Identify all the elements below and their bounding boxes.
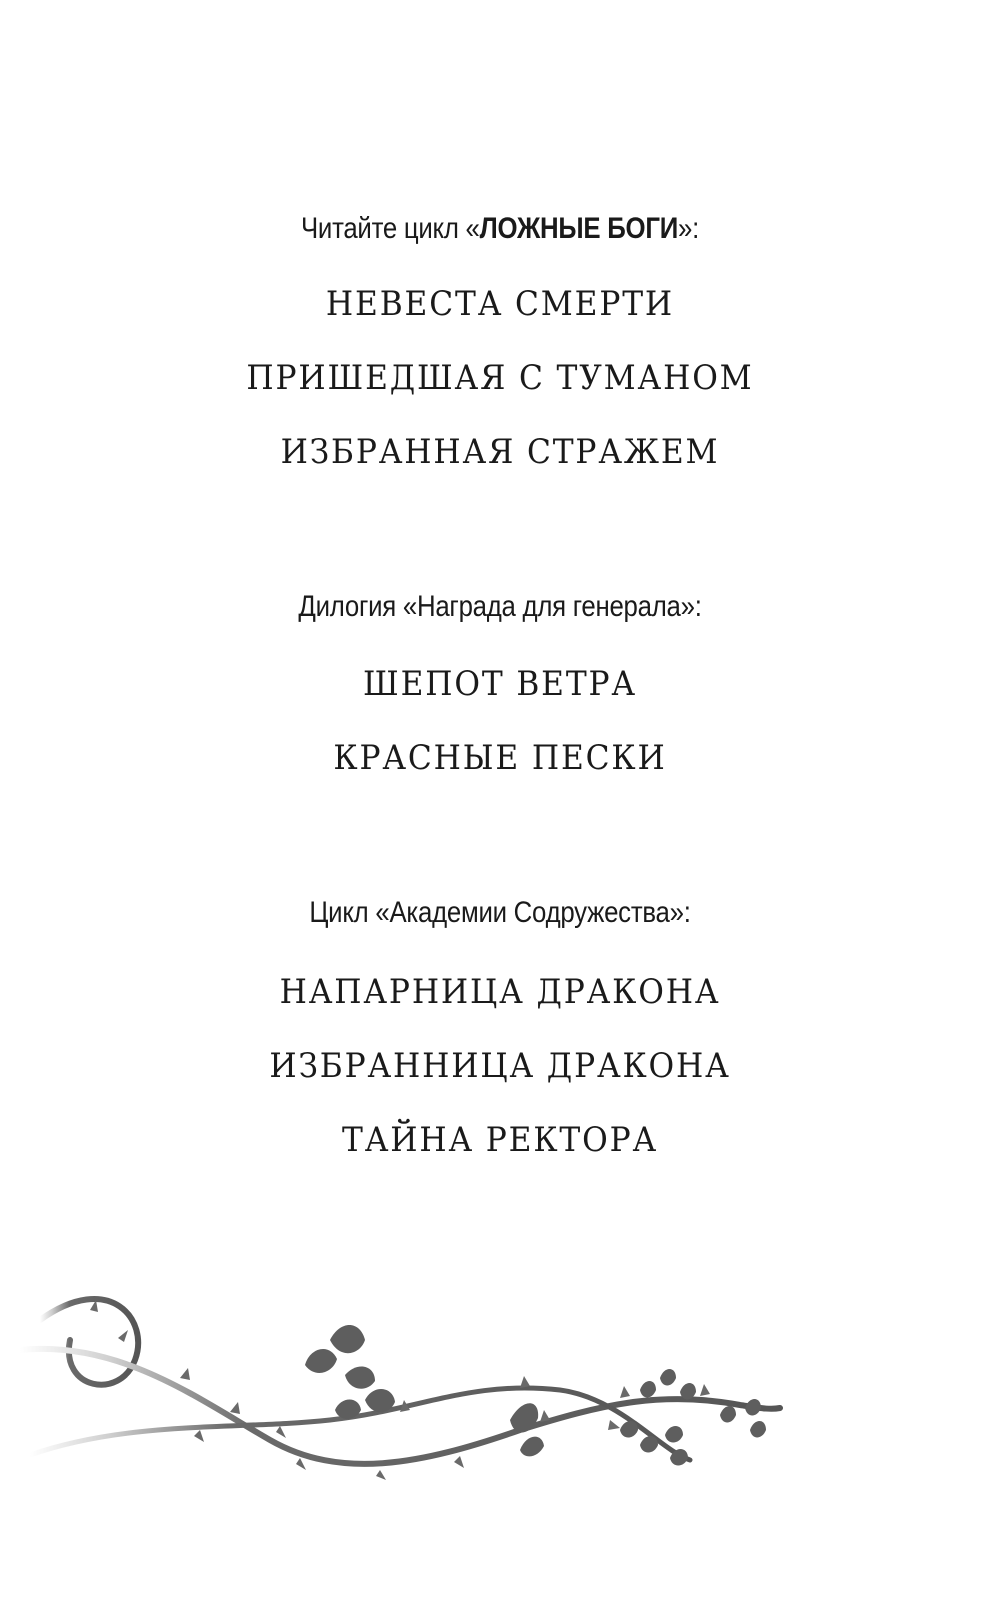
section-heading-commonwealth-academies: Цикл «Академии Содружества»:	[309, 896, 691, 929]
heading-series-name: ЛОЖНЫЕ БОГИ	[479, 212, 679, 245]
heading-suffix: »:	[678, 212, 700, 245]
book-title: ШЕПОТ ВЕТРА	[363, 664, 637, 704]
thorny-vine-with-leaves-icon	[0, 1280, 1000, 1540]
book-title: НАПАРНИЦА ДРАКОНА	[279, 972, 721, 1012]
book-title: ТАЙНА РЕКТОРА	[341, 1120, 658, 1160]
book-title: КРАСНЫЕ ПЕСКИ	[333, 738, 667, 778]
book-title: ИЗБРАННАЯ СТРАЖЕМ	[280, 432, 720, 472]
heading-prefix: Читайте цикл «	[300, 212, 480, 245]
book-title: ИЗБРАННИЦА ДРАКОНА	[269, 1046, 731, 1086]
section-heading-reward-for-general: Дилогия «Награда для генерала»:	[298, 590, 702, 623]
section-heading-false-gods	[70, 212, 930, 246]
book-title: НЕВЕСТА СМЕРТИ	[325, 284, 675, 324]
book-title: ПРИШЕДШАЯ С ТУМАНОМ	[246, 358, 754, 398]
